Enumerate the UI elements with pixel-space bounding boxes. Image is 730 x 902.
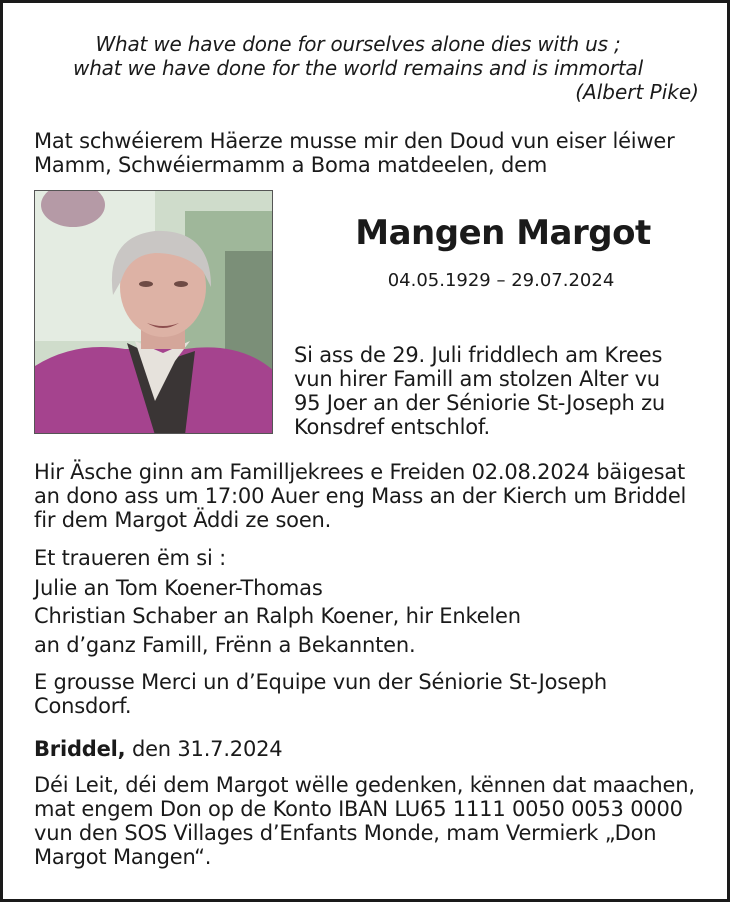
intro-text: Mat schwéierem Häerze musse mir den Doud vun eiser léiwer Mamm, Schwéiermamm a Boma matdeelen, dem: [34, 129, 675, 177]
place-town: Briddel,: [34, 737, 126, 761]
mourner-line: an d’ganz Famill, Frënn a Bekannten.: [34, 633, 416, 657]
mourner-line: Julie an Tom Koener-Thomas: [34, 576, 323, 600]
thanks-text: E grousse Merci un d’Equipe vun der Séniorie St-Joseph Consdorf.: [34, 670, 607, 718]
mourners-heading: Et traueren ëm si :: [34, 546, 226, 570]
place-date: [34, 737, 282, 761]
passing-text: Si ass de 29. Juli friddlech am Krees vun hirer Famill am stolzen Alter vu 95 Joer an der Séniorie St-Joseph zu Konsdref entschlof.: [294, 343, 666, 439]
quote-author: (Albert Pike): [575, 80, 699, 104]
funeral-text: Hir Äsche ginn am Familljekrees e Freiden 02.08.2024 bäigesat an dono ass um 17:00 Auer eng Mass an der Kierch um Briddel fir dem Margot Äddi ze soen.: [34, 460, 687, 532]
portrait-photo: [34, 190, 273, 434]
deceased-name: Mangen Margot: [355, 213, 651, 253]
notice-date: den 31.7.2024: [131, 737, 283, 761]
life-dates: 04.05.1929 – 29.07.2024: [387, 270, 615, 291]
mourner-line: Christian Schaber an Ralph Koener, hir Enkelen: [34, 604, 521, 628]
donation-text: Déi Leit, déi dem Margot wëlle gedenken, kënnen dat maachen, mat engem Don op de Konto IBAN LU65 1111 0050 0053 0000 vun den SOS Villages d’Enfants Monde, mam Vermierk „Don Margot Mangen“.: [34, 773, 695, 869]
epigraph-quote: What we have done for ourselves alone dies with us ; what we have done for the world remains and is immortal: [73, 32, 643, 80]
